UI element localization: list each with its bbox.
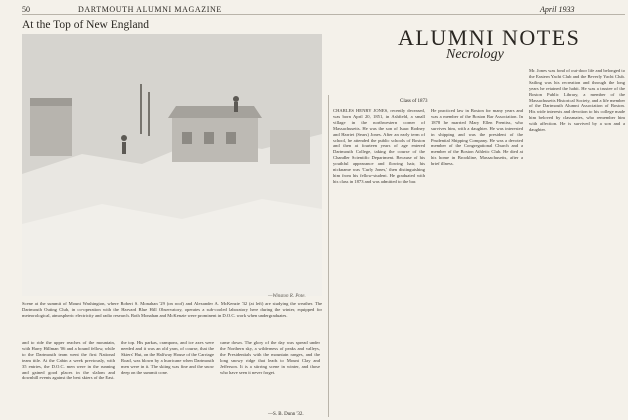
class-heading: Class of 1873 bbox=[400, 99, 428, 104]
necrology-column-3: Mr. Jones was fond of out-door life and belonged to the Eastern Yacht Club and the Beverly Yacht Club. Sailing was his recreation and through the long years he retained the habit. He was a trustee of the Boston Public Library, a member of the Massachusetts Historical Society, and a life member of the Dartmouth Alumni Association of Boston. His wide interests and devotion to his college made him beloved by classmates, who remember him with affection. He is survived by a son and a daughter. bbox=[529, 68, 625, 133]
magazine-name: DARTMOUTH ALUMNI MAGAZINE bbox=[78, 5, 222, 14]
section-title: ALUMNI NOTES bbox=[398, 25, 581, 50]
feature-column-3: came down. The glory of the day was spread under the Northern sky, a wilderness of peaks and valleys, the Presidentials with the mountain ranges, and the long snowy ridge that leads to Mount Clay and Jefferson. It is a stirring scene in winter, and those who have seen it never forget. bbox=[220, 340, 320, 375]
header-rule bbox=[22, 14, 625, 15]
feature-column-1: and to ride the upper reaches of the mountain, with Harry Hillman '06 and a bound fellow, while to the Dartmouth team went the first National team title. At the Cabin a week previously, with 35 entries, the D.O.C. men were in the running and gained good places in the slalom and downhill events against the best skiers of the East. bbox=[22, 340, 115, 381]
column-rule bbox=[328, 95, 329, 417]
feature-column-2: the top. His parkas, crampons, and ice axes were needed and it was an old yarn, of course, that the Skiers' Hut, on the Halfway House of the Carriage Road, was blown by a hurricane when Dartmouth men were in it. The skiing was fine and the snow deep on the summit cone. bbox=[121, 340, 214, 375]
feature-signature: —S. B. Dunn '32. bbox=[268, 412, 304, 417]
section-subtitle: Necrology bbox=[446, 47, 504, 62]
photo-caption: Scene at the summit of Mount Washington, where Robert S. Monahan '29 (on roof) and Alexander A. McKenzie '32 (at left) are studying the weather. The Dartmouth Outing Club, in co-operation with the Harvard Blue Hill Observatory, operates a sub-cooled laboratory here during the winter, equipped for meteorological, atmospheric electricity and radio research. Both Monahan and McKenzie were prominent in D.O.C. work when undergraduates. bbox=[22, 301, 322, 318]
necrology-column-2: He practiced law in Boston for many years and was a member of the Boston Bar Association. In 1878 he married Mary Ellen Prentiss, who survives him, with a daughter. He was interested in shipping and was the president of the Prudential Shipping Company. He was a devoted member of the Congregational Church and a member of the Boston Athletic Club. He died at his home in Brookline, Massachusetts, after a brief illness. bbox=[431, 108, 523, 167]
summit-photo bbox=[22, 34, 322, 296]
photo-credit: —Winston R. Pote. bbox=[268, 294, 306, 299]
feature-title: At the Top of New England bbox=[22, 19, 150, 31]
necrology-column-1: CHARLES HENRY JONES, recently deceased, was born April 20, 1851, in Ashfield, a small village in the northwestern corner of Massachusetts. He was the son of Isaac Rodney and Harriet (Sears) Jones. After an early term of school, he attended the public schools of Boston and then at fourteen years of age entered Dartmouth College, taking the course of the Chandler Scientific Department. Because of his youthful appearance and flowing hair, his nickname was 'Curly Jones,' then distinguishing him from his fellow-student. He graduated with his class in 1873 and was admitted to the bar. bbox=[333, 108, 425, 184]
page-number: 50 bbox=[22, 5, 30, 14]
issue-date: April 1933 bbox=[540, 5, 575, 14]
summit-photo-illustration bbox=[22, 34, 322, 296]
